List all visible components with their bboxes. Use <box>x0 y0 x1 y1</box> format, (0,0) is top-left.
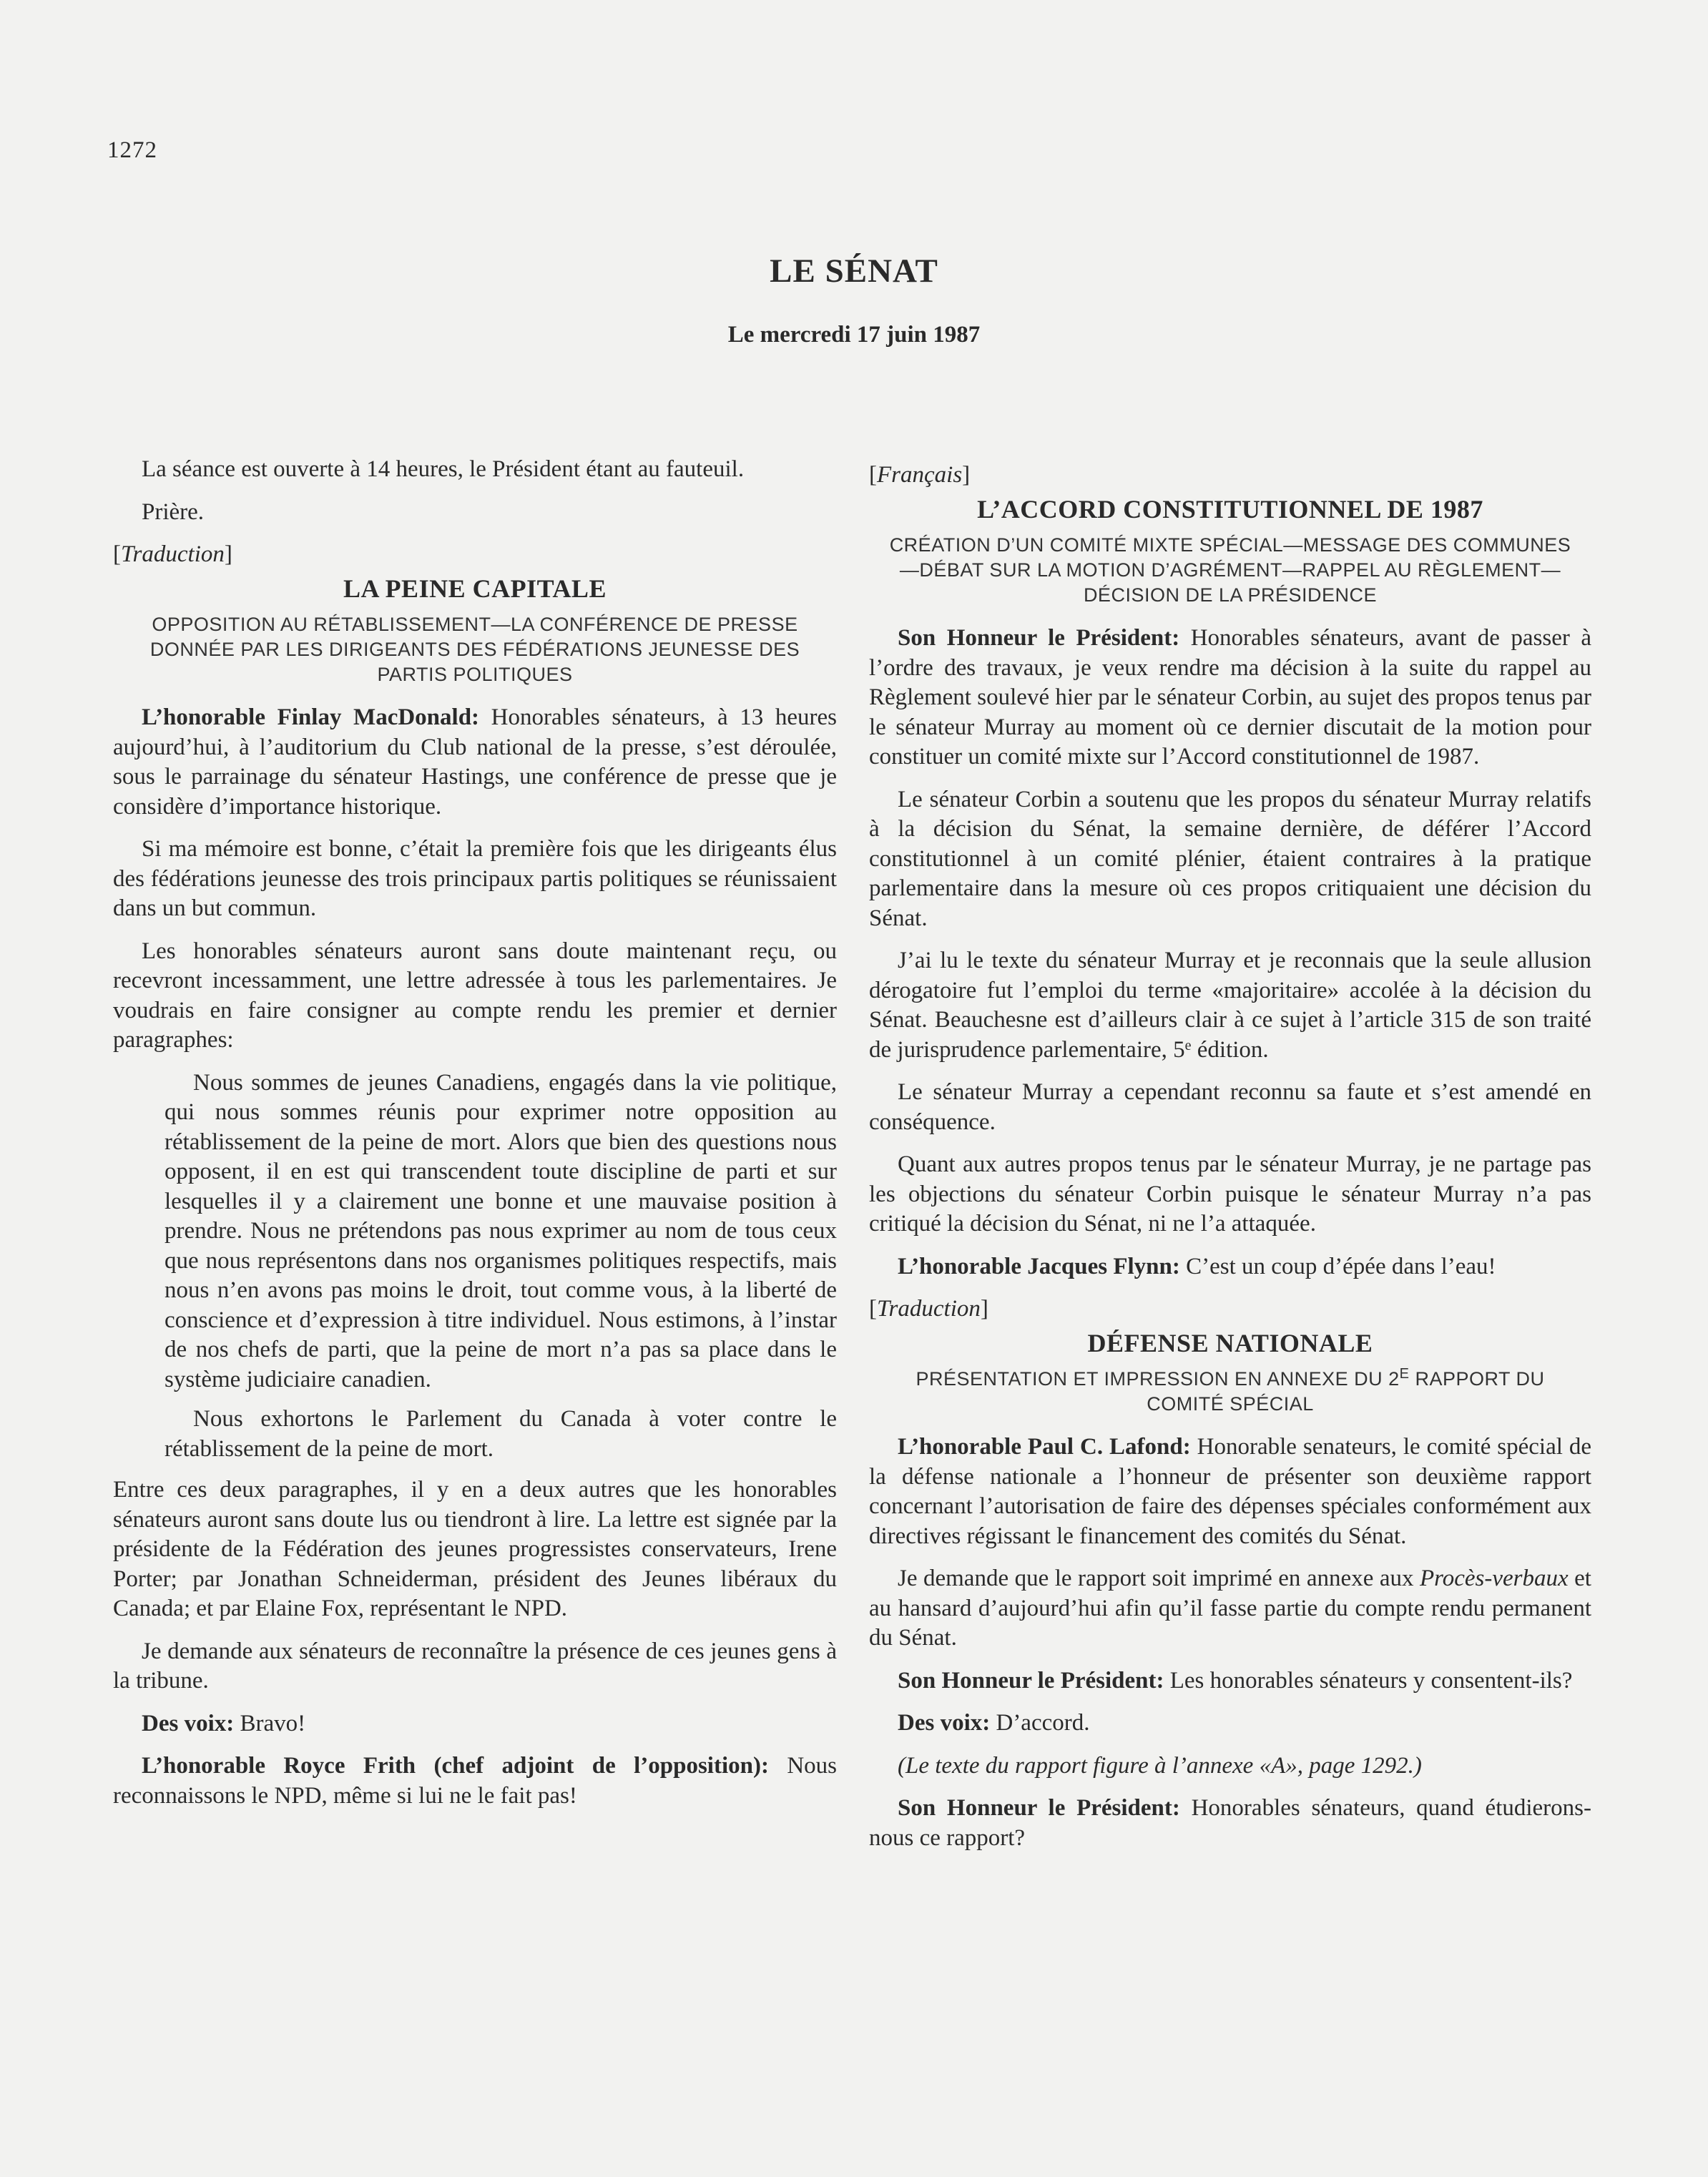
section-subheading <box>883 1367 1577 1417</box>
section-subheading: OPPOSITION AU RÉTABLISSEMENT—LA CONFÉRENCE DE PRESSE DONNÉE PAR LES DIRIGEANTS DES FÉDÉRATIONS JEUNESSE DES PARTIS POLITIQUES <box>149 614 800 685</box>
speech-paragraph <box>113 1751 837 1811</box>
speaker-name: Des voix: <box>142 1710 235 1736</box>
right-column <box>869 455 1591 1866</box>
letter-quote <box>165 1068 837 1465</box>
speaker-name: Son Honneur le Président: <box>898 1795 1180 1821</box>
body-text: édition. <box>1191 1036 1269 1063</box>
speech-paragraph <box>113 1709 837 1739</box>
body-text: J’ai lu le texte du sénateur Murray et je reconnais que la seule allusion dérogatoire fut l’emploi du terme «majoritaire» accolée à la décision du Sénat. Beauchesne est d’ailleurs clair à ce sujet à l’article 315 de son traité de jurisprudence parlementaire, 5 <box>869 948 1591 1063</box>
speech-text: Bravo! <box>234 1710 306 1736</box>
speech-paragraph <box>869 1252 1591 1282</box>
language-tag: [Traduction] <box>113 541 232 567</box>
language-tag-text: Traduction <box>121 541 225 567</box>
language-tag-text: Français <box>877 462 963 488</box>
section-heading: L’ACCORD CONSTITUTIONNEL DE 1987 <box>977 494 1483 524</box>
section-heading: DÉFENSE NATIONALE <box>1087 1328 1373 1357</box>
speech-text: C’est un coup d’épée dans l’eau! <box>1179 1253 1496 1279</box>
body-paragraph: Entre ces deux paragraphes, il y en a deux autres que les honorables sénateurs auront sans doute lus ou tiendront à lire. La lettre est signée par la présidente de la Fédération des jeunes progressistes conservateurs, Irene Porter; par Jonathan Schneiderman, président des Jeunes libéraux du Canada; et par Elaine Fox, représentant le NPD. <box>113 1477 837 1621</box>
left-column <box>113 455 837 1824</box>
body-paragraph: Si ma mémoire est bonne, c’était la première fois que les dirigeants élus des fédérations jeunesse des trois principaux partis politiques se réunissaient dans un but commun. <box>113 836 837 921</box>
speech-text: Honorables sénateurs, à 13 heures aujourd’hui, à l’auditorium du Club national de la presse, s’est déroulée, sous le parrainage du sénateur Hastings, une conférence de presse que je considère d’importance historique. <box>113 704 837 820</box>
body-paragraph: Je demande aux sénateurs de reconnaître la présence de ces jeunes gens à la tribune. <box>113 1638 837 1694</box>
language-tag: [Traduction] <box>869 1296 988 1322</box>
subheading-text: RAPPORT DU COMITÉ SPÉCIAL <box>1147 1368 1545 1415</box>
section-subheading: CRÉATION D’UN COMITÉ MIXTE SPÉCIAL—MESSAGE DES COMMUNES—DÉBAT SUR LA MOTION D’AGRÉMENT—RAPPEL AU RÈGLEMENT—DÉCISION DE LA PRÉSIDENCE <box>889 534 1571 606</box>
speech-text: Nous reconnaissons le NPD, même si lui ne le fait pas! <box>113 1753 837 1809</box>
superscript: e <box>1184 1037 1192 1053</box>
page-title: LE SÉNAT <box>770 252 938 290</box>
speech-paragraph <box>869 1794 1591 1853</box>
section-heading: LA PEINE CAPITALE <box>343 574 607 603</box>
speech-text: D’accord. <box>990 1710 1090 1736</box>
opening-paragraph: La séance est ouverte à 14 heures, le Président étant au fauteuil. <box>142 456 745 482</box>
quote-paragraph: Nous sommes de jeunes Canadiens, engagés dans la vie politique, qui nous sommes réunis pour exprimer notre opposition au rétablissement de la peine de mort. Alors que bien des questions nous opposent, il en est qui transcendent toute discipline de parti et sur lesquelles il y a clairement une bonne et une mauvaise position à prendre. Nous ne prétendons pas nous exprimer au nom de tous ceux que nous représentons dans nos organismes politiques respectifs, mais nous n’en avons pas moins le droit, tout comme vous, à la liberté de conscience et d’expression à titre individuel. Nous estimons, à l’instar de nos chefs de parti, que la peine de mort n’a pas sa place dans le système judiciaire canadien. <box>165 1069 837 1392</box>
language-tag-text: Traduction <box>877 1296 981 1322</box>
body-paragraph: Le sénateur Corbin a soutenu que les propos du sénateur Murray relatifs à la décision du Sénat, la semaine dernière, de déférer l’Accord constitutionnel à un comité plénier, étaient contraires à la pratique parlementaire dans la mesure où ces propos critiquaient une décision du Sénat. <box>869 786 1591 931</box>
speaker-name: L’honorable Royce Frith (chef adjoint de l’opposition): <box>142 1753 769 1779</box>
speaker-name: Des voix: <box>898 1710 991 1736</box>
speaker-name: Son Honneur le Président: <box>898 625 1180 651</box>
speech-paragraph <box>869 1709 1591 1739</box>
body-paragraph <box>869 1564 1591 1653</box>
speaker-name: L’honorable Jacques Flynn: <box>898 1253 1180 1279</box>
speech-paragraph <box>113 703 837 822</box>
speech-text: Honorables sénateurs, quand étudierons-nous ce rapport? <box>869 1795 1591 1851</box>
speaker-name: L’honorable Paul C. Lafond: <box>898 1434 1191 1460</box>
quote-paragraph: Nous exhortons le Parlement du Canada à voter contre le rétablissement de la peine de mort. <box>165 1406 837 1462</box>
speech-text: Honorable senateurs, le comité spécial de la défense nationale a l’honneur de présenter son deuxième rapport concernant l’autorisation de faire des dépenses spéciales conformément aux directives régissant le financement des comités du Sénat. <box>869 1434 1591 1549</box>
sitting-date: Le mercredi 17 juin 1987 <box>727 322 981 348</box>
speech-text: Les honorables sénateurs y consentent-ils? <box>1164 1667 1573 1694</box>
body-paragraph: Les honorables sénateurs auront sans doute maintenant reçu, ou recevront incessamment, une lettre adressée à tous les parlementaires. Je voudrais en faire consigner au compte rendu les premier et dernier paragraphes: <box>113 938 837 1053</box>
language-tag: [Français] <box>869 462 971 488</box>
subheading-text: PRÉSENTATION ET IMPRESSION EN ANNEXE DU 2 <box>916 1368 1400 1390</box>
annex-note: (Le texte du rapport figure à l’annexe «A», page 1292.) <box>898 1752 1422 1779</box>
speech-paragraph <box>869 624 1591 772</box>
body-text: et au hansard d’aujourd’hui afin qu’il fasse partie du compte rendu permanent du Sénat. <box>869 1566 1591 1651</box>
speaker-name: L’honorable Finlay MacDonald: <box>142 704 480 730</box>
prayer-paragraph: Prière. <box>142 498 205 525</box>
body-paragraph <box>869 946 1591 1065</box>
speech-paragraph <box>869 1666 1591 1696</box>
speech-paragraph <box>869 1433 1591 1551</box>
body-text: Je demande que le rapport soit imprimé en annexe aux <box>898 1566 1420 1591</box>
body-paragraph: Quant aux autres propos tenus par le sénateur Murray, je ne partage pas les objections du sénateur Corbin puisque le sénateur Murray n’a pas critiqué la décision du Sénat, ni ne l’a attaquée. <box>869 1151 1591 1237</box>
italic-text: Procès-verbaux <box>1419 1566 1569 1591</box>
page-number: 1272 <box>107 137 157 163</box>
body-paragraph: Le sénateur Murray a cependant reconnu sa faute et s’est amendé en conséquence. <box>869 1079 1591 1135</box>
speaker-name: Son Honneur le Président: <box>898 1667 1164 1694</box>
superscript: E <box>1399 1366 1410 1382</box>
speech-text: Honorables sénateurs, avant de passer à l’ordre des travaux, je veux rendre ma décision à la suite du rappel au Règlement soulevé hier par le sénateur Corbin, au sujet des propos tenus par le sénateur Murray au moment où ce dernier discutait de la motion pour constituer un comité mixte sur l’Accord constitutionnel de 1987. <box>869 625 1591 770</box>
